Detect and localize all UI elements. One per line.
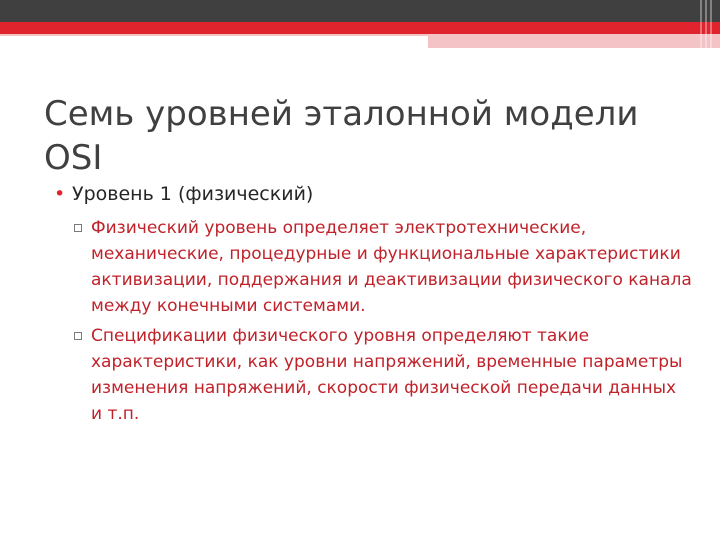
- stripe: [710, 0, 712, 48]
- bullet-dot-icon: •: [54, 183, 66, 205]
- top-red-bar: [0, 22, 720, 34]
- top-dark-bar: [0, 0, 720, 22]
- top-pink-line: [0, 34, 428, 36]
- bullet-level2: [72, 323, 692, 427]
- bullet-level2-text: Физический уровень определяет электротехнические, механические, процедурные и функциональные характеристики активизации, поддержания и деактивизации физического канала между конечными системами.: [91, 218, 692, 316]
- bullet-level1-text: Уровень 1 (физический): [72, 183, 314, 205]
- stripe: [700, 0, 702, 48]
- bullet-level1: [52, 181, 692, 207]
- slide-body: [52, 181, 692, 431]
- decorative-stripes: [700, 0, 714, 48]
- square-bullet-icon: [74, 332, 82, 340]
- bullet-level2: [72, 215, 692, 319]
- bullet-level2-text: Спецификации физического уровня определяют такие характеристики, как уровни напряжений, временные параметры изменения напряжений, скорости физической передачи данных и т.п.: [91, 326, 683, 424]
- square-bullet-icon: [74, 224, 82, 232]
- top-pink-bar: [428, 34, 720, 48]
- stripe: [705, 0, 707, 48]
- slide-title: Семь уровней эталонной модели OSI: [44, 94, 639, 178]
